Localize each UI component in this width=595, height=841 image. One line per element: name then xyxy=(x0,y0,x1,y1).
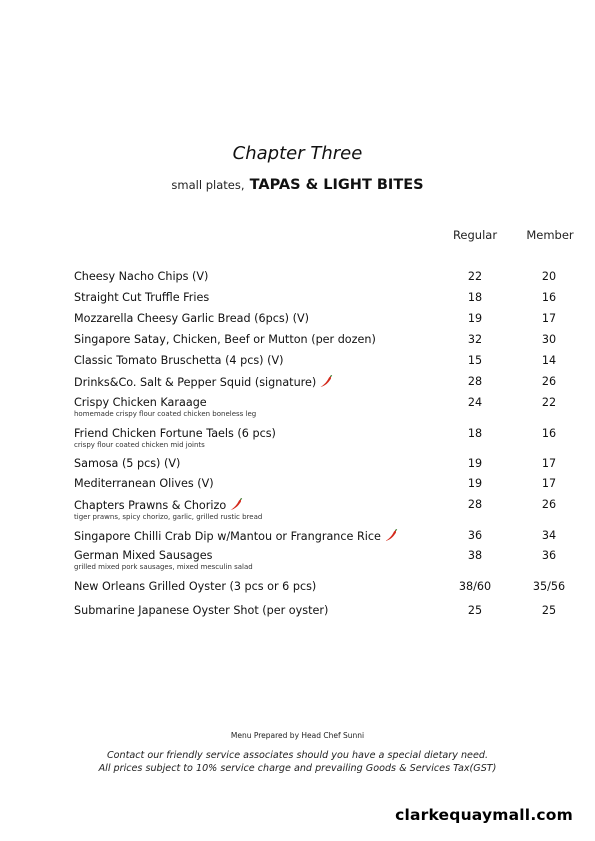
menu-item xyxy=(74,270,594,283)
price-regular: 18 xyxy=(467,291,483,304)
price-member: 30 xyxy=(541,333,557,346)
item-name: Mediterranean Olives (V) xyxy=(74,477,214,490)
subtitle-main: TAPAS & LIGHT BITES xyxy=(249,177,424,193)
price-member: 22 xyxy=(541,396,557,409)
price-member: 25 xyxy=(541,604,557,617)
price-regular: 25 xyxy=(467,604,483,617)
menu-item xyxy=(74,396,594,418)
price-member: 16 xyxy=(541,291,557,304)
menu-item xyxy=(74,333,594,346)
item-name: Classic Tomato Bruschetta (4 pcs) (V) xyxy=(74,354,284,367)
menu-item xyxy=(74,477,594,490)
item-name: New Orleans Grilled Oyster (3 pcs or 6 pcs) xyxy=(74,580,317,593)
menu-item xyxy=(74,354,594,367)
service-charge-note: All prices subject to 10% service charge and prevailing Goods & Services Tax(GST) xyxy=(98,763,497,774)
price-regular: 19 xyxy=(467,312,483,325)
item-name: Crispy Chicken Karaage xyxy=(74,396,207,409)
footer-notes xyxy=(0,749,595,775)
price-regular: 24 xyxy=(467,396,483,409)
price-member: 26 xyxy=(541,498,557,511)
menu-title: Chapter Three xyxy=(232,143,363,164)
menu-item xyxy=(74,427,594,449)
price-member: 34 xyxy=(541,529,557,542)
item-name: Mozzarella Cheesy Garlic Bread (6pcs) (V) xyxy=(74,312,309,325)
item-description: tiger prawns, spicy chorizo, garlic, grilled rustic bread xyxy=(74,513,263,521)
item-name: Drinks&Co. Salt & Pepper Squid (signature) xyxy=(74,376,317,389)
item-name: Chapters Prawns & Chorizo xyxy=(74,499,227,512)
price-member: 14 xyxy=(541,354,557,367)
menu-subtitle xyxy=(0,174,595,193)
item-name: Singapore Satay, Chicken, Beef or Mutton (per dozen) xyxy=(74,333,376,346)
menu-item xyxy=(74,498,594,521)
menu-item xyxy=(74,375,594,389)
price-member: 16 xyxy=(541,427,557,440)
price-member: 35/56 xyxy=(532,580,566,593)
item-name: Friend Chicken Fortune Taels (6 pcs) xyxy=(74,427,276,440)
subtitle-prefix: small plates, xyxy=(171,178,245,192)
price-regular: 19 xyxy=(467,457,483,470)
price-regular: 28 xyxy=(467,375,483,388)
item-name: Submarine Japanese Oyster Shot (per oyster) xyxy=(74,604,329,617)
item-name: German Mixed Sausages xyxy=(74,549,213,562)
chili-pepper-icon xyxy=(319,375,333,388)
item-description: crispy flour coated chicken mid joints xyxy=(74,441,205,449)
price-regular: 38/60 xyxy=(458,580,492,593)
price-member: 17 xyxy=(541,477,557,490)
item-description: grilled mixed pork sausages, mixed mesculin salad xyxy=(74,563,253,571)
item-name: Cheesy Nacho Chips (V) xyxy=(74,270,209,283)
price-member: 26 xyxy=(541,375,557,388)
chili-pepper-icon xyxy=(229,498,243,511)
price-member: 36 xyxy=(541,549,557,562)
price-member: 20 xyxy=(541,270,557,283)
price-member: 17 xyxy=(541,312,557,325)
menu-item xyxy=(74,312,594,325)
price-regular: 36 xyxy=(467,529,483,542)
price-regular: 18 xyxy=(467,427,483,440)
menu-item xyxy=(74,604,594,617)
menu-item xyxy=(74,580,594,593)
column-header-regular: Regular xyxy=(452,228,498,242)
menu-item xyxy=(74,529,594,543)
dietary-note: Contact our friendly service associates should you have a special dietary need. xyxy=(106,750,488,761)
price-member: 17 xyxy=(541,457,557,470)
prepared-by-note: Menu Prepared by Head Chef Sunni xyxy=(230,731,365,740)
item-name: Straight Cut Truffle Fries xyxy=(74,291,210,304)
price-regular: 22 xyxy=(467,270,483,283)
menu-item xyxy=(74,291,594,304)
price-regular: 19 xyxy=(467,477,483,490)
item-name: Singapore Chilli Crab Dip w/Mantou or Frangrance Rice xyxy=(74,530,381,543)
menu-item xyxy=(74,457,594,470)
menu-item xyxy=(74,549,594,571)
price-regular: 28 xyxy=(467,498,483,511)
item-name: Samosa (5 pcs) (V) xyxy=(74,457,181,470)
price-regular: 15 xyxy=(467,354,483,367)
price-regular: 32 xyxy=(467,333,483,346)
website-watermark: clarkequaymall.com xyxy=(395,806,573,824)
price-regular: 38 xyxy=(467,549,483,562)
column-header-member: Member xyxy=(526,228,574,242)
chili-pepper-icon xyxy=(384,529,398,542)
item-description: homemade crispy flour coated chicken boneless leg xyxy=(74,410,257,418)
